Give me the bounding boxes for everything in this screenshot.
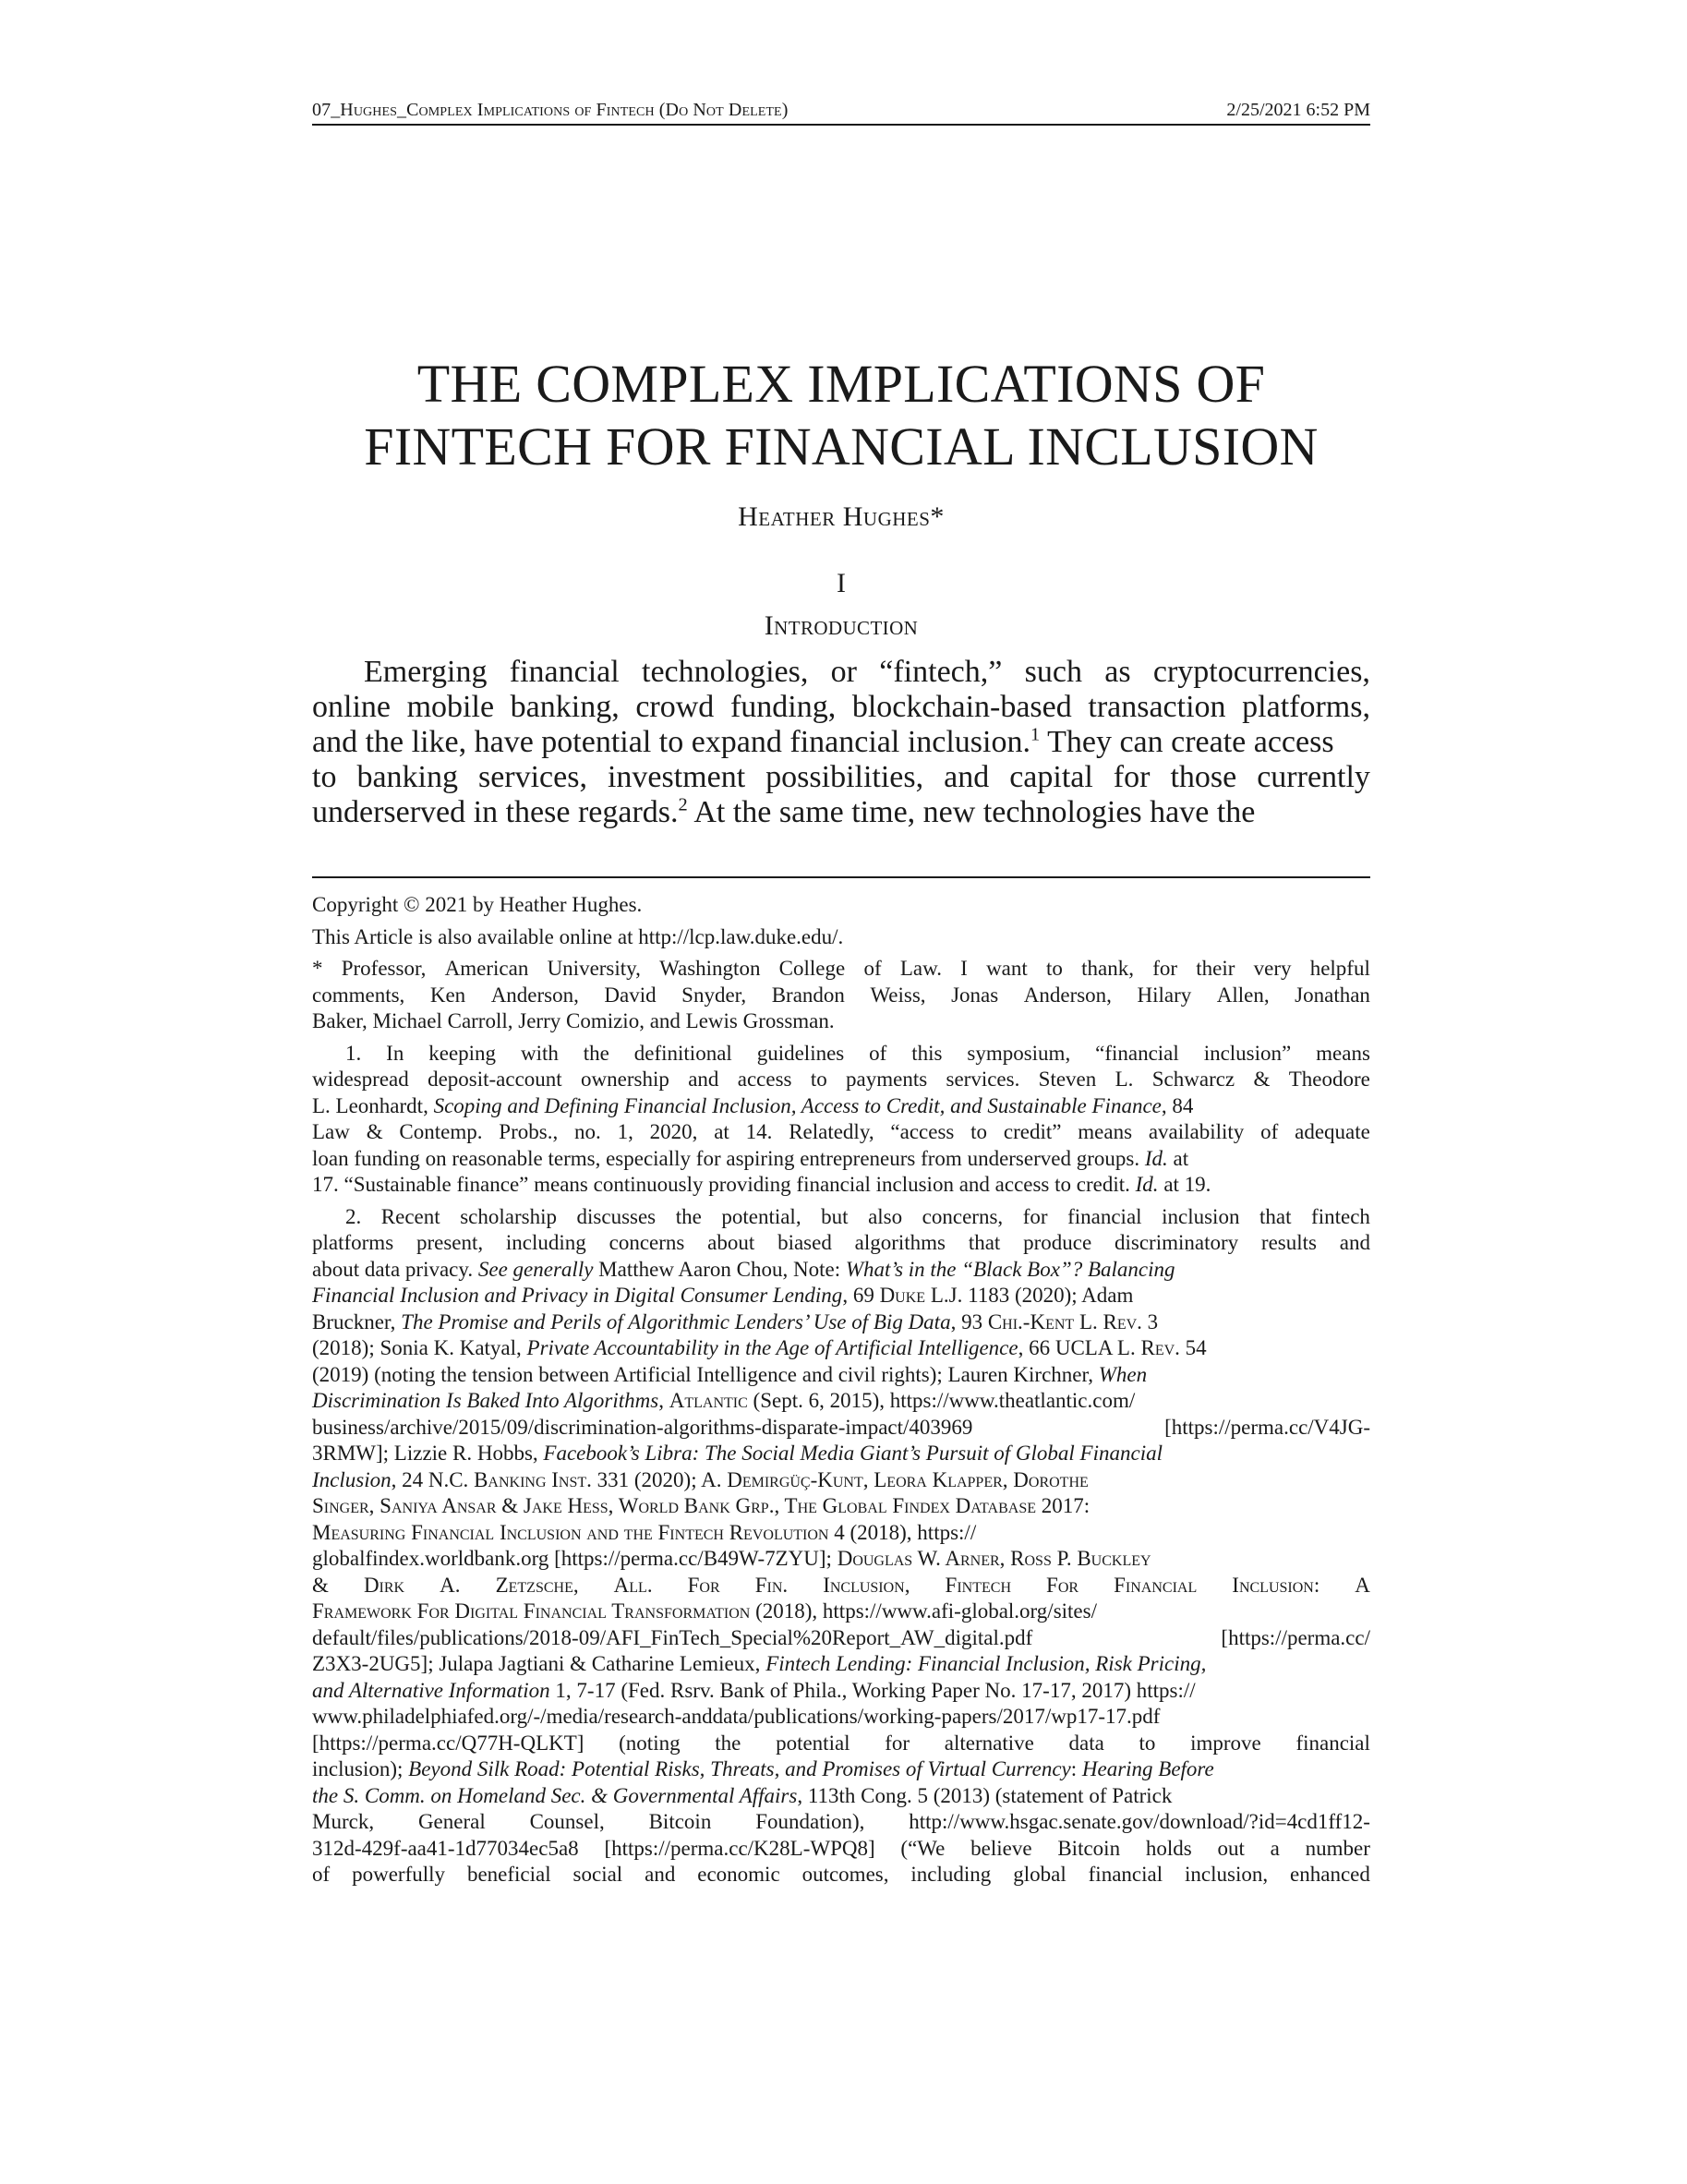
author-name: Heather Hughes*	[738, 501, 945, 532]
footnote-line: Copyright © 2021 by Heather Hughes.	[312, 893, 643, 916]
fn-italic-title: Discrimination Is Baked Into Algorithms	[312, 1389, 659, 1412]
fn-text: :	[1070, 1757, 1078, 1780]
fn-text: ,	[658, 1389, 664, 1412]
fn-italic-title: Scoping and Defining Financial Inclusion, Access to Credit, and Sustainable Finance	[433, 1093, 1162, 1117]
fn-text: Z3X3-2UG5]; Julapa Jagtiani & Catharine Lemieux,	[312, 1652, 761, 1675]
footnote-line	[312, 1651, 1370, 1678]
fn-smallcaps: Duke	[879, 1284, 926, 1307]
fn-text: Matthew Aaron Chou, Note:	[598, 1257, 841, 1281]
fn-italic-title: Inclusion	[312, 1467, 392, 1491]
footnote-line	[312, 1388, 1370, 1415]
footnotes	[312, 892, 1370, 1894]
fn-text: , 93	[950, 1309, 983, 1333]
footnote-ref-2[interactable]: 2	[678, 794, 688, 815]
footnote-line: Murck, General Counsel, Bitcoin Foundation), http://www.hsgac.senate.gov/download/?id=4cd1ff12-	[312, 1810, 1370, 1833]
fn-italic-title: When	[1098, 1362, 1148, 1386]
footnote-1	[312, 1041, 1370, 1199]
fn-text: L.J. 1183 (2020); Adam	[930, 1284, 1134, 1307]
article-title-line-1: THE COMPLEX IMPLICATIONS OF	[416, 354, 1266, 414]
fn-smallcaps: Douglas W. Arner, Ross P. Buckley	[837, 1547, 1151, 1570]
footnote-line	[312, 1599, 1370, 1625]
fn-smallcaps: Demirgüç-Kunt, Leora Klapper, Dorothe	[727, 1467, 1089, 1491]
fn-url[interactable]: [https://perma.cc/	[1221, 1625, 1370, 1649]
footnote-line: widespread deposit-account ownership and access to payments services. Steven L. Schwarcz & Theodore	[312, 1068, 1370, 1091]
fn-italic: See generally	[477, 1257, 594, 1281]
fn-text: at 19.	[1163, 1173, 1211, 1196]
body-line: to banking services, investment possibilities, and capital for those currently	[312, 760, 1370, 794]
footnote-line	[312, 1172, 1370, 1199]
fn-italic-title: the S. Comm. on Homeland Sec. & Governmental Affairs	[312, 1783, 798, 1807]
footnote-line	[312, 1415, 1370, 1442]
footnote-line	[312, 1625, 1370, 1652]
body-text-segment: and the like, have potential to expand financial inclusion.	[312, 725, 1030, 759]
fn-italic-title: Fintech Lending: Financial Inclusion, Risk Pricing,	[765, 1652, 1207, 1675]
section-heading: Introduction	[764, 610, 919, 641]
fn-smallcaps: Measuring Financial Inclusion and the Fintech Revolution	[312, 1520, 829, 1544]
footnote-line	[312, 1520, 1370, 1547]
footnote-line	[312, 1362, 1370, 1389]
fn-text: (Sept. 6, 2015), https://www.theatlantic.com/	[753, 1389, 1136, 1412]
fn-text: at	[1173, 1146, 1189, 1170]
footnote-separator	[312, 876, 1370, 878]
footnote-line	[312, 1678, 1370, 1705]
footnote-line	[312, 1146, 1370, 1173]
fn-smallcaps: Singer, Saniya Ansar & Jake Hess, World Bank Grp., The Global Findex Database	[312, 1494, 1036, 1517]
footnote-line	[312, 1257, 1370, 1284]
footnote-2	[312, 1204, 1370, 1888]
fn-text: globalfindex.worldbank.org [https://perma.cc/B49W-7ZYU];	[312, 1547, 832, 1570]
body-line: Emerging financial technologies, or “fintech,” such as cryptocurrencies,	[364, 655, 1370, 689]
fn-smallcaps: Framework For Digital Financial Transformation	[312, 1599, 751, 1623]
fn-italic-id: Id.	[1144, 1146, 1168, 1170]
fn-text: , 24 N.C.	[391, 1467, 469, 1491]
article-title-line-2: FINTECH FOR FINANCIAL INCLUSION	[364, 416, 1319, 477]
body-text-segment: underserved in these regards.	[312, 795, 679, 829]
body-line	[312, 795, 1370, 830]
author-note	[312, 956, 1370, 1035]
fn-italic-title: Hearing Before	[1081, 1757, 1214, 1780]
fn-smallcaps: Atlantic	[669, 1389, 748, 1412]
fn-italic-title: The Promise and Perils of Algorithmic Lenders’ Use of Big Data	[401, 1309, 951, 1333]
fn-smallcaps: Banking Inst.	[474, 1467, 592, 1491]
fn-text: 2017:	[1041, 1494, 1091, 1517]
footnote-line: of powerfully beneficial social and economic outcomes, including global financial inclusion, enhanced	[312, 1863, 1370, 1886]
body-text-segment: They can create access	[1047, 725, 1334, 759]
running-head-date: 2/25/2021 6:52 PM	[1226, 100, 1370, 120]
footnote-line: Law & Contemp. Probs., no. 1, 2020, at 14. Relatedly, “access to credit” means availability of adequate	[312, 1120, 1370, 1143]
fn-italic-title: and Alternative Information	[312, 1678, 550, 1702]
fn-italic-title: Private Accountability in the Age of Artificial Intelligence	[526, 1336, 1018, 1359]
fn-smallcaps: Chi.-Kent	[987, 1309, 1075, 1333]
footnote-line: 1. In keeping with the definitional guidelines of this symposium, “financial inclusion” means	[345, 1041, 1370, 1065]
body-text-segment: At the same time, new technologies have the	[693, 795, 1256, 829]
section-number: I	[837, 568, 846, 598]
fn-text: loan funding on reasonable terms, especially for aspiring entrepreneurs from underserved groups.	[312, 1146, 1140, 1170]
fn-italic-title: Financial Inclusion and Privacy in Digital Consumer Lending	[312, 1284, 843, 1307]
footnote-line: This Article is also available online at http://lcp.law.duke.edu/.	[312, 924, 844, 948]
fn-text: 3	[1147, 1309, 1159, 1333]
fn-text: 1, 7-17 (Fed. Rsrv. Bank of Phila., Working Paper No. 17-17, 2017) https://	[555, 1678, 1196, 1702]
fn-text: 331 (2020); A.	[596, 1467, 722, 1491]
fn-text: about data privacy.	[312, 1257, 474, 1281]
footnote-line: & Dirk A. Zetzsche, All. For Fin. Inclusion, Fintech For Financial Inclusion: A	[312, 1573, 1370, 1597]
fn-text: 4 (2018), https://	[834, 1520, 977, 1544]
footnote-line: [https://perma.cc/Q77H-QLKT] (noting the potential for alternative data to improve financial	[312, 1731, 1370, 1755]
running-head	[312, 96, 1370, 126]
fn-smallcaps: Rev.	[1103, 1309, 1142, 1333]
fn-text: , 113th Cong. 5 (2013) (statement of Patrick	[797, 1783, 1173, 1807]
footnote-line	[312, 1309, 1370, 1336]
fn-text: Bruckner,	[312, 1309, 396, 1333]
footnote-line[interactable]: www.philadelphiafed.org/-/media/research-anddata/publications/working-papers/2017/wp17-17.pdf	[312, 1705, 1161, 1728]
footnote-line	[312, 1335, 1370, 1362]
fn-text: L.	[1078, 1309, 1098, 1333]
fn-smallcaps: Rev.	[1140, 1336, 1180, 1359]
fn-url[interactable]: default/files/publications/2018-09/AFI_FinTech_Special%20Report_AW_digital.pdf	[312, 1625, 1033, 1649]
fn-italic-id: Id.	[1135, 1173, 1159, 1196]
footnote-line	[312, 1093, 1370, 1120]
copyright-note	[312, 892, 1370, 919]
footnote-ref-1[interactable]: 1	[1030, 724, 1041, 745]
footnote-line	[312, 1493, 1370, 1520]
body-line: online mobile banking, crowd funding, blockchain-based transaction platforms,	[312, 690, 1370, 724]
fn-italic-title: Facebook’s Libra: The Social Media Giant’s Pursuit of Global Financial	[543, 1442, 1163, 1465]
fn-text: 17. “Sustainable finance” means continuously providing financial inclusion and access to credit.	[312, 1173, 1130, 1196]
footnote-line	[312, 1783, 1370, 1810]
fn-text: 54	[1185, 1336, 1207, 1359]
footnote-line: 2. Recent scholarship discusses the potential, but also concerns, for financial inclusion that fintech	[345, 1204, 1370, 1228]
fn-italic-title: What’s in the “Black Box”? Balancing	[845, 1257, 1175, 1281]
fn-text: , 84	[1161, 1093, 1194, 1117]
body-paragraph	[312, 655, 1370, 830]
footnote-line: comments, Ken Anderson, David Snyder, Brandon Weiss, Jonas Anderson, Hilary Allen, Jonathan	[312, 983, 1370, 1007]
fn-text: inclusion);	[312, 1757, 404, 1780]
fn-url[interactable]: business/archive/2015/09/discrimination-algorithms-disparate-impact/403969	[312, 1415, 973, 1439]
running-head-left: 07_Hughes_Complex Implications of Fintech (Do Not Delete)	[312, 100, 789, 120]
fn-text: (2018), https://www.afi-global.org/sites/	[755, 1599, 1097, 1623]
footnote-line	[312, 1467, 1370, 1494]
footnote-line: platforms present, including concerns about biased algorithms that produce discriminatory results and	[312, 1231, 1370, 1254]
fn-url[interactable]: [https://perma.cc/V4JG-	[1164, 1415, 1370, 1439]
fn-text: L. Leonhardt,	[312, 1093, 428, 1117]
fn-text: (2018); Sonia K. Katyal,	[312, 1336, 522, 1359]
fn-text: 3RMW]; Lizzie R. Hobbs,	[312, 1442, 538, 1465]
fn-text: , 69	[842, 1284, 874, 1307]
footnote-line	[312, 1283, 1370, 1309]
footnote-line: Baker, Michael Carroll, Jerry Comizio, and Lewis Grossman.	[312, 1009, 835, 1032]
footnote-line: 312d-429f-aa41-1d77034ec5a8 [https://perma.cc/K28L-WPQ8] (“We believe Bitcoin holds out a number	[312, 1836, 1370, 1860]
fn-text: , 66 UCLA L.	[1018, 1336, 1136, 1359]
fn-text: (2019) (noting the tension between Artificial Intelligence and civil rights); Lauren Kirchner,	[312, 1362, 1093, 1386]
online-note	[312, 924, 1370, 951]
footnote-line	[312, 1756, 1370, 1783]
article-title	[312, 353, 1370, 478]
footnote-line: * Professor, American University, Washington College of Law. I want to thank, for their very helpful	[312, 957, 1370, 980]
footnote-line	[312, 1441, 1370, 1467]
footnote-line	[312, 1546, 1370, 1573]
body-line	[312, 725, 1370, 760]
fn-italic-title: Beyond Silk Road: Potential Risks, Threats, and Promises of Virtual Currency	[408, 1757, 1071, 1780]
